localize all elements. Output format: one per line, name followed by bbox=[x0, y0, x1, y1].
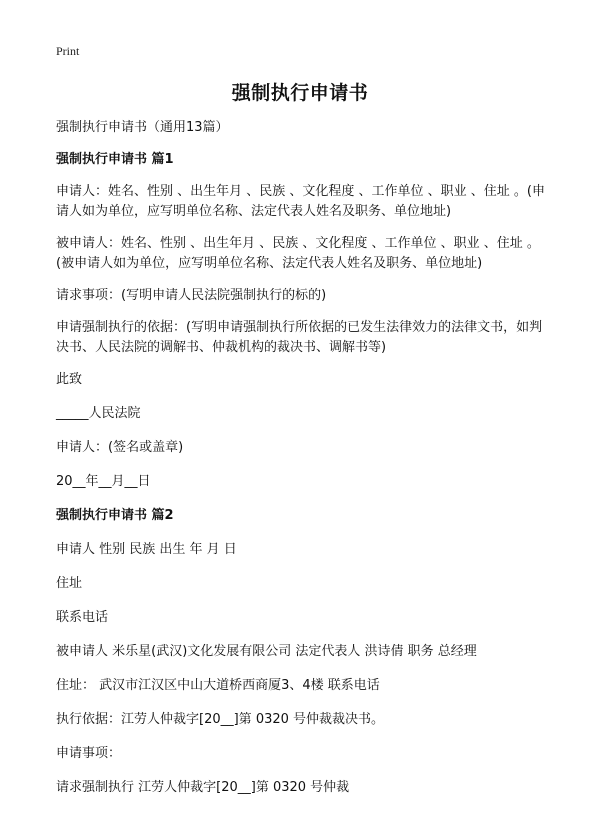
paragraph-respondent-2: 被申请人 米乐星(武汉)文化发展有限公司 法定代表人 洪诗倩 职务 总经理 bbox=[56, 644, 477, 659]
section-heading-1: 强制执行申请书 篇1 bbox=[56, 152, 174, 167]
paragraph-respondent-address: 住址： 武汉市江汉区中山大道桥西商厦3、4楼 联系电话 bbox=[56, 678, 380, 693]
paragraph-date: 20__年__月__日 bbox=[56, 474, 151, 489]
paragraph-request: 请求事项：(写明申请人民法院强制执行的标的) bbox=[56, 288, 327, 303]
print-label: Print bbox=[56, 44, 80, 58]
paragraph-salutation: 此致 bbox=[56, 372, 83, 387]
document-title: 强制执行申请书 bbox=[231, 82, 369, 104]
document-body bbox=[56, 118, 546, 812]
paragraph-address: 住址 bbox=[56, 576, 83, 591]
paragraph-respondent: 被申请人：姓名、性别 、出生年月 、民族 、文化程度 、工作单位 、职业 、住址 。(被申请人如为单位，应写明单位名称、法定代表人姓名及职务、单位地址) bbox=[56, 236, 540, 271]
paragraph-request-enforcement: 请求强制执行 江劳人仲裁字[20__]第 0320 号仲裁 bbox=[56, 780, 350, 795]
paragraph-applicant: 申请人：姓名、性别 、出生年月 、民族 、文化程度 、工作单位 、职业 、住址 。(申请人如为单位，应写明单位名称、法定代表人姓名及职务、单位地址) bbox=[56, 184, 545, 219]
paragraph-phone: 联系电话 bbox=[56, 610, 109, 625]
paragraph-court: _____人民法院 bbox=[56, 406, 141, 421]
subtitle-line: 强制执行申请书（通用13篇） bbox=[56, 120, 229, 135]
paragraph-applicant-2: 申请人 性别 民族 出生 年 月 日 bbox=[56, 542, 237, 557]
paragraph-request-items: 申请事项： bbox=[56, 746, 122, 761]
paragraph-basis: 申请强制执行的依据：(写明申请强制执行所依据的已发生法律效力的法律文书，如判决书、人民法院的调解书、仲裁机构的裁决书、调解书等) bbox=[56, 320, 543, 355]
section-heading-2: 强制执行申请书 篇2 bbox=[56, 508, 174, 523]
paragraph-execution-basis: 执行依据：江劳人仲裁字[20__]第 0320 号仲裁裁决书。 bbox=[56, 712, 385, 727]
paragraph-signature: 申请人：(签名或盖章) bbox=[56, 440, 184, 455]
